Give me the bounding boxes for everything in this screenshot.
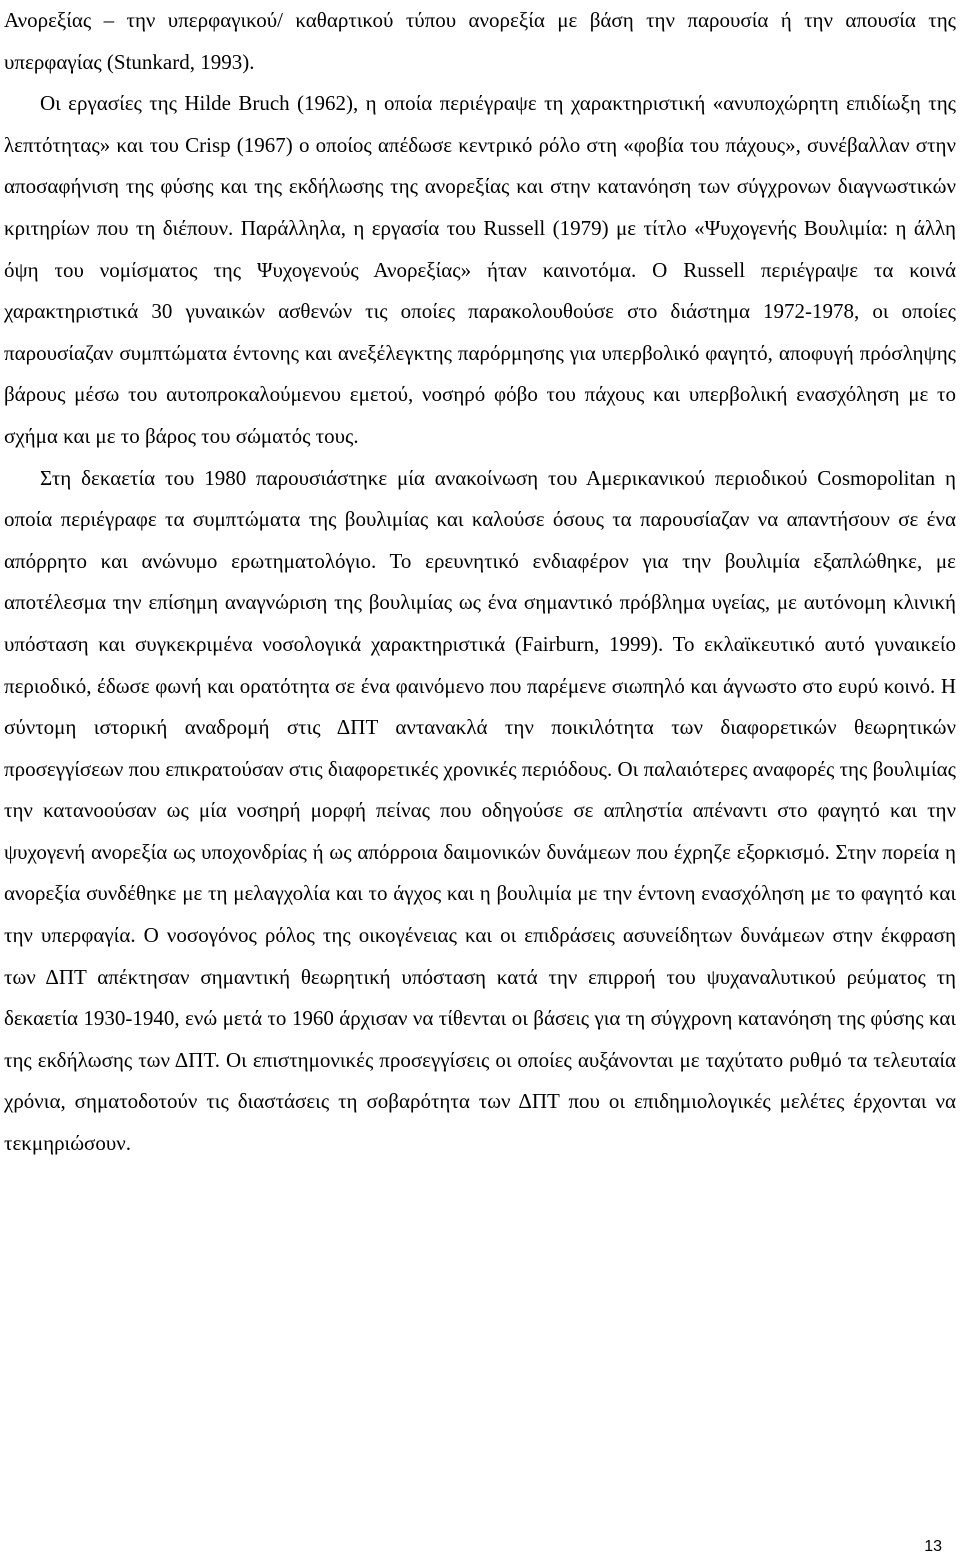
paragraph-cosmopolitan-history: Στη δεκαετία του 1980 παρουσιάστηκε μία ανακοίνωση του Αμερικανικού περιοδικού Cosmopolitan η οποία περιέγραφε τα συμπτώματα της βουλιμίας και καλούσε όσους τα παρουσίαζαν να απαντήσουν σε ένα απόρρητο και ανώνυμο ερωτηματολόγιο. Το ερευνητικό ενδιαφέρον για την βουλιμία εξαπλώθηκε, με αποτέλεσμα την επίσημη αναγνώριση της βουλιμίας ως ένα σημαντικό πρόβλημα υγείας, με αυτόνομη κλινική υπόσταση και συγκεκριμένα νοσολογικά χαρακτηριστικά (Fairburn, 1999). Το εκλαϊκευτικό αυτό γυναικείο περιοδικό, έδωσε φωνή και ορατότητα σε ένα φαινόμενο που παρέμενε σιωπηλό και άγνωστο στο ευρύ κοινό. Η σύντομη ιστορική αναδρομή στις ΔΠΤ αντανακλά την ποικιλότητα των διαφορετικών θεωρητικών προσεγγίσεων που επικρατούσαν στις διαφορετικές χρονικές περιόδους. Οι παλαιότερες αναφορές της βουλιμίας την κατανοούσαν ως μία νοσηρή μορφή πείνας που οδηγούσε σε απληστία απέναντι στο φαγητό και την ψυχογενή ανορεξία ως υποχονδρίας ή ως απόρροια δαιμονικών δυνάμεων που έχρηζε εξορκισμό. Στην πορεία η ανορεξία συνδέθηκε με τη μελαγχολία και το άγχος και η βουλιμία με την έντονη ενασχόληση με το φαγητό και την υπερφαγία. Ο νοσογόνος ρόλος της οικογένειας και οι επιδράσεις ασυνείδητων δυνάμεων στην έκφραση των ΔΠΤ απέκτησαν σημαντική θεωρητική υπόσταση κατά την επιρροή του ψυχαναλυτικού ρεύματος τη δεκαετία 1930-1940, ενώ μετά το 1960 άρχισαν να τίθενται οι βάσεις για τη σύγχρονη κατανόηση της φύσης και της εκδήλωσης των ΔΠΤ. Οι επιστημονικές προσεγγίσεις οι οποίες αυξάνονται με ταχύτατο ρυθμό τα τελευταία χρόνια, σηματοδοτούν τις διαστάσεις τη σοβαρότητα των ΔΠΤ που οι επιδημιολογικές μελέτες έρχονται να τεκμηριώσουν. [4,465,956,1156]
page-number: 13 [924,1538,942,1555]
paragraph-bruch-crisp-russell: Οι εργασίες της Hilde Bruch (1962), η οποία περιέγραψε τη χαρακτηριστική «ανυποχώρητη επιδίωξη της λεπτότητας» και του Crisp (1967) ο οποίος απέδωσε κεντρικό ρόλο στη «φοβία του πάχους», συνέβαλλαν στην αποσαφήνιση της φύσης και της εκδήλωσης της ανορεξίας και στην κατανόηση των σύγχρονων διαγνωστικών κριτηρίων που τη διέπουν. Παράλληλα, η εργασία του Russell (1979) με τίτλο «Ψυχογενής Βουλιμία: η άλλη όψη του νομίσματος της Ψυχογενούς Ανορεξίας» ήταν καινοτόμα. Ο Russell περιέγραψε τα κοινά χαρακτηριστικά 30 γυναικών ασθενών τις οποίες παρακολουθούσε στο διάστημα 1972-1978, οι οποίες παρουσίαζαν συμπτώματα έντονης και ανεξέλεγκτης παρόρμησης για υπερβολικό φαγητό, αποφυγή πρόσληψης βάρους μέσω του αυτοπροκαλούμενου εμετού, νοσηρό φόβο του πάχους και υπερβολική ενασχόληση με το σχήμα και με το βάρος του σώματός τους. [4,91,956,448]
body-text [4,0,956,1165]
paragraph-continuation: Ανορεξίας – την υπερφαγικού/ καθαρτικού τύπου ανορεξία με βάση την παρουσία ή την απουσία της υπερφαγίας (Stunkard, 1993). [4,8,956,74]
